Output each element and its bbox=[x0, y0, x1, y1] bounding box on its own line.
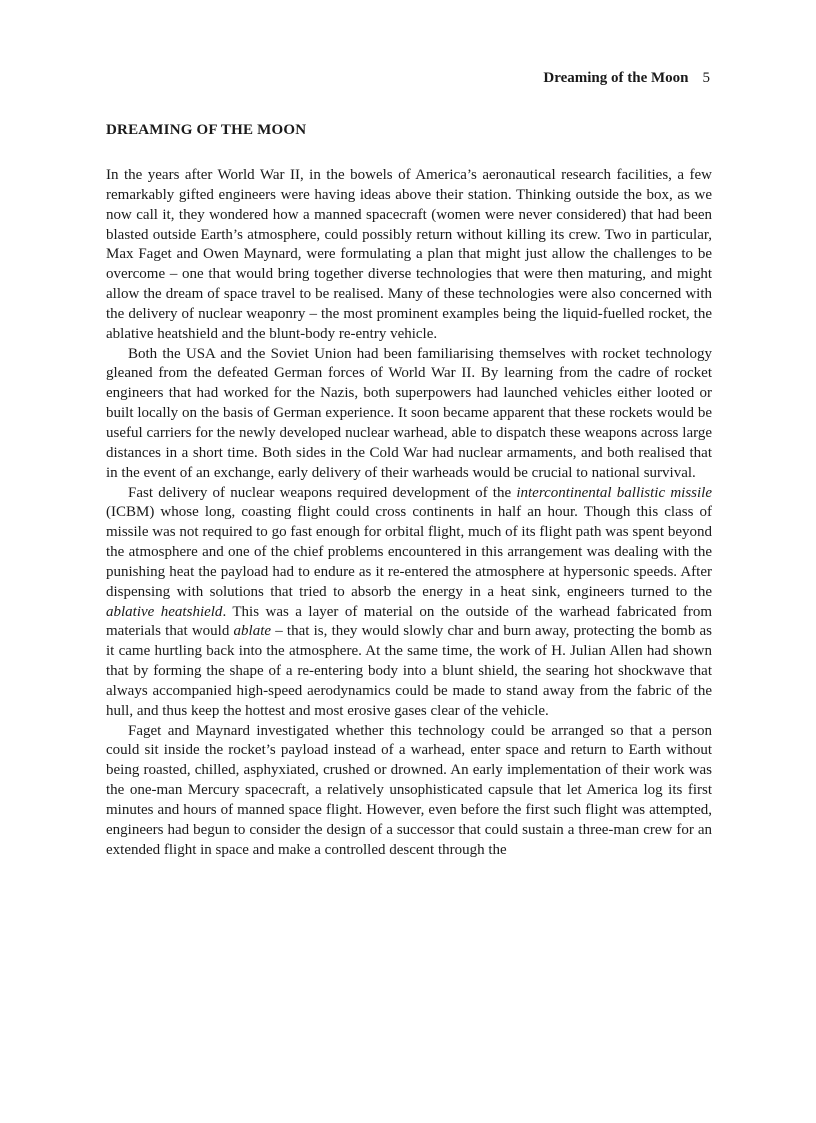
term-ablative-heatshield: ablative heatshield bbox=[106, 603, 223, 620]
paragraph-3 bbox=[106, 484, 712, 722]
term-ablate: ablate bbox=[233, 623, 272, 640]
paragraph-1: In the years after World War II, in the bowels of America’s aeronautical research facilities, a few remarkably gifted engineers were having ideas above their station. Thinking outside the box, as we now call it, they wondered how a manned spacecraft (women were never considered) that had been blasted outside Earth’s atmosphere, could possibly return without killing its crew. Two in particular, Max Faget and Owen Maynard, were formulating a plan that might just allow the challenges to be overcome – one that would bring together diverse technologies that were then maturing, and might allow the dream of space travel to be realised. Many of these technologies were also concerned with the delivery of nuclear weaponry – the most prominent examples being the liquid-fuelled rocket, the ablative heatshield and the blunt-body re-entry vehicle. bbox=[106, 167, 712, 342]
page-number: 5 bbox=[702, 70, 710, 86]
paragraph-3-text-a: Fast delivery of nuclear weapons required development of the bbox=[128, 484, 517, 501]
term-icbm: intercontinental ballistic missile bbox=[516, 484, 712, 501]
paragraph-3-text-d: – that is, they would slowly char and burn away, protecting the bomb as it came hurtling back into the atmosphere. At the same time, the work of H. Julian Allen had shown that by forming the shape of a re-entering body into a blunt shield, the searing hot shockwave that always accompanied high-speed aerodynamics could be made to stand away from the fabric of the hull, and thus keep the hottest and most erosive gases clear of the vehicle. bbox=[106, 623, 713, 719]
running-title: Dreaming of the Moon bbox=[543, 70, 689, 86]
section-heading: DREAMING OF THE MOON bbox=[106, 122, 307, 138]
body-text bbox=[106, 166, 712, 861]
paragraph-3-text-b: (ICBM) whose long, coasting flight could cross continents in half an hour. Though this class of missile was not required to go fast enough for orbital flight, much of its flight path was spent beyond the atmosphere and one of the chief problems encountered in this arrangement was dealing with the punishing heat the payload had to endure as it re-entered the atmosphere at hypersonic speeds. After dispensing with solutions that tried to absorb the energy in a heat sink, engineers turned to the bbox=[106, 504, 712, 600]
paragraph-4: Faget and Maynard investigated whether this technology could be arranged so that a person could sit inside the rocket’s payload instead of a warhead, enter space and return to Earth without being roasted, chilled, asphyxiated, crushed or drowned. An early implementation of their work was the one-man Mercury spacecraft, a relatively unsophisticated capsule that let America log its first minutes and hours of manned space flight. However, even before the first such flight was attempted, engineers had begun to consider the design of a successor that could sustain a three-man crew for an extended flight in space and make a controlled descent through the bbox=[106, 722, 712, 858]
paragraph-2: Both the USA and the Soviet Union had been familiarising themselves with rocket technology gleaned from the defeated German forces of World War II. By learning from the cadre of rocket engineers that had worked for the Nazis, both superpowers had launched vehicles either looted or built locally on the basis of German experience. It soon became apparent that these rockets would be useful carriers for the newly developed nuclear warhead, able to dispatch these weapons across large distances in a short time. Both sides in the Cold War had nuclear armaments, and both realised that in the event of an exchange, early delivery of their warheads would be crucial to national survival. bbox=[106, 345, 712, 481]
paragraph-3-text-c: . This was a layer of material on the outside of the warhead fabricated from materials that would bbox=[106, 603, 712, 640]
running-head bbox=[543, 70, 710, 87]
